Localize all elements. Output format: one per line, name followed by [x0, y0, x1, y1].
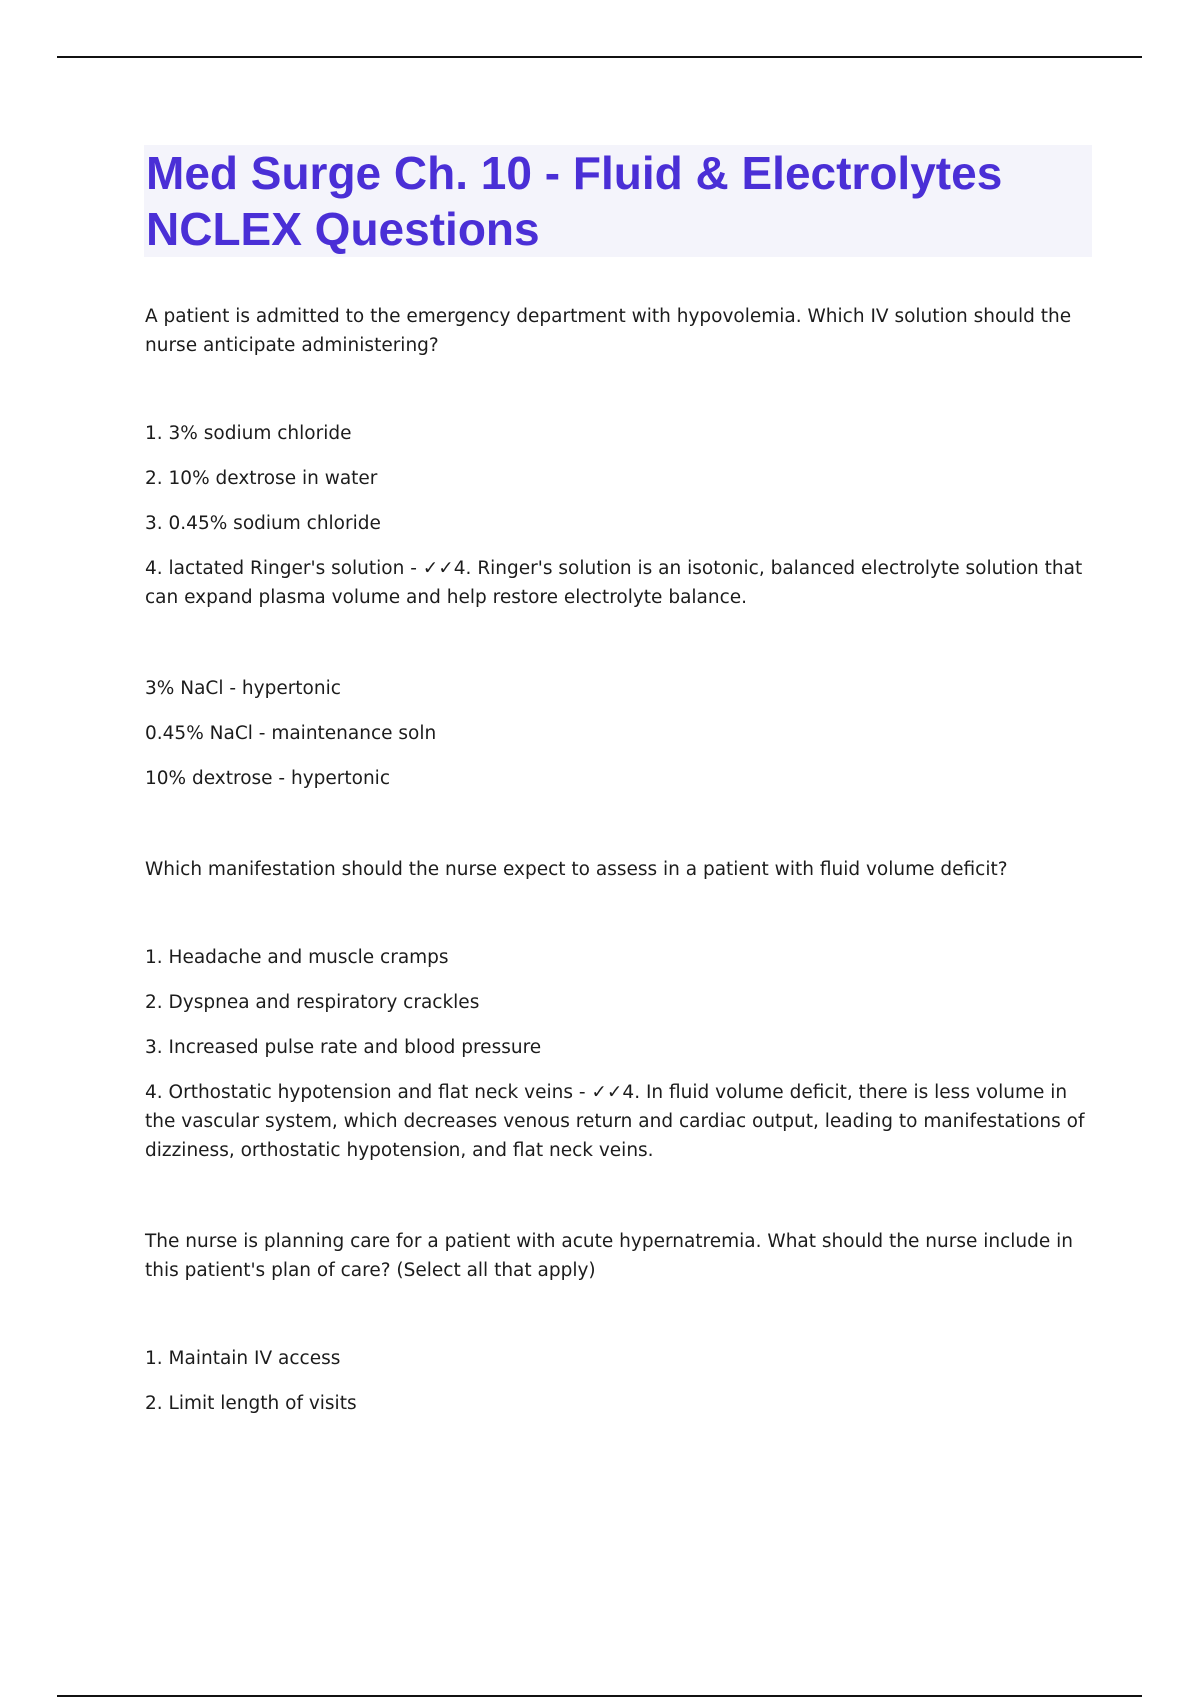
question-block [145, 302, 1085, 793]
document-body [145, 302, 1085, 1418]
question-block [145, 855, 1085, 1165]
question-prompt: Which manifestation should the nurse expect to assess in a patient with fluid volume deficit? [145, 859, 1008, 880]
study-note: 3% NaCl - hypertonic [145, 678, 341, 699]
question-prompt: A patient is admitted to the emergency department with hypovolemia. Which IV solution should the nurse anticipate administering? [145, 306, 1072, 356]
correct-answer-rationale: 4. lactated Ringer's solution - ✓✓4. Ringer's solution is an isotonic, balanced electrolyte solution that can expand plasma volume and help restore electrolyte balance. [145, 558, 1083, 608]
answer-option: 2. Limit length of visits [145, 1393, 357, 1414]
answer-option: 2. Dyspnea and respiratory crackles [145, 992, 480, 1013]
bottom-rule [57, 1695, 1142, 1697]
answer-option: 2. 10% dextrose in water [145, 468, 378, 489]
correct-answer-rationale: 4. Orthostatic hypotension and flat neck veins - ✓✓4. In fluid volume deficit, there is less volume in the vascular system, which decreases venous return and cardiac output, leading to manifestations of dizziness, orthostatic hypotension, and flat neck veins. [145, 1082, 1085, 1161]
answer-option: 1. Headache and muscle cramps [145, 947, 449, 968]
question-prompt: The nurse is planning care for a patient with acute hypernatremia. What should the nurse include in this patient's plan of care? (Select all that apply) [145, 1231, 1074, 1281]
study-note: 10% dextrose - hypertonic [145, 768, 390, 789]
study-note: 0.45% NaCl - maintenance soln [145, 723, 437, 744]
question-block [145, 1227, 1085, 1418]
page-title: Med Surge Ch. 10 - Fluid & Electrolytes NCLEX Questions [146, 147, 1003, 255]
answer-option: 1. 3% sodium chloride [145, 423, 352, 444]
answer-option: 3. Increased pulse rate and blood pressure [145, 1037, 542, 1058]
answer-option: 3. 0.45% sodium chloride [145, 513, 381, 534]
top-rule [57, 56, 1142, 58]
answer-option: 1. Maintain IV access [145, 1348, 341, 1369]
